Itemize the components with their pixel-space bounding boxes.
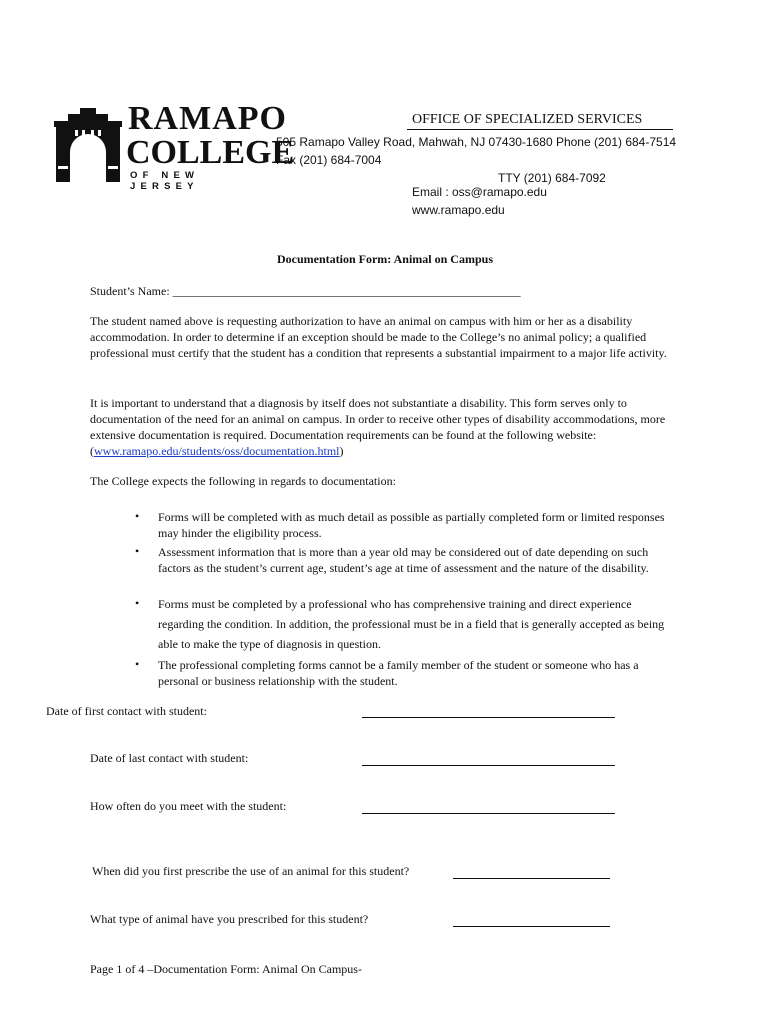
answer-line-meeting-frequency[interactable] bbox=[362, 813, 615, 814]
answer-line-first-contact[interactable] bbox=[362, 717, 615, 718]
question-meeting-frequency: How often do you meet with the student: bbox=[90, 799, 287, 813]
list-item: The professional completing forms cannot be a family member of the student or someone who has a personal or business relationship with the student. bbox=[158, 658, 639, 688]
list-item: Forms must be completed by a professional who has comprehensive training and direct experience regarding the condition. In addition, the professional must be in a field that is generally accepted as being able to make the type of diagnosis in question. bbox=[158, 597, 665, 651]
question-last-contact: Date of last contact with student: bbox=[90, 751, 249, 765]
question-first-contact: Date of first contact with student: bbox=[46, 704, 207, 718]
answer-line-first-prescribe[interactable] bbox=[453, 878, 610, 879]
office-tty: TTY (201) 684-7092 bbox=[498, 171, 606, 185]
question-animal-type: What type of animal have you prescribed for this student? bbox=[90, 912, 369, 926]
list-item: Assessment information that is more than a year old may be considered out of date depending on such factors as the student’s current age, student’s age at time of assessment and the nature of the disability. bbox=[158, 545, 649, 575]
bullet-icon: • bbox=[135, 544, 140, 558]
diagnosis-paragraph bbox=[90, 395, 682, 459]
office-email: Email : oss@ramapo.edu bbox=[412, 185, 547, 199]
documentation-link[interactable]: www.ramapo.edu/students/oss/documentation.html bbox=[94, 444, 340, 458]
arch-emblem-icon bbox=[50, 106, 126, 184]
office-website: www.ramapo.edu bbox=[412, 203, 505, 217]
student-name-field: Student’s Name: __________________________________________________________ bbox=[90, 284, 521, 298]
logo-wordmark-state: OF NEW JERSEY bbox=[130, 170, 200, 192]
bullet-icon: • bbox=[135, 509, 140, 523]
office-title: OFFICE OF SPECIALIZED SERVICES bbox=[412, 112, 643, 127]
form-title: Documentation Form: Animal on Campus bbox=[276, 252, 493, 266]
bullet-icon: • bbox=[135, 657, 140, 671]
answer-line-last-contact[interactable] bbox=[362, 765, 615, 766]
intro-paragraph: The student named above is requesting authorization to have an animal on campus with him or her as a disability accommodation. In order to determine if an exception should be made to the College’s no animal policy; a qualified professional must certify that the student has a condition that represents a substantial impairment to a major life activity. bbox=[90, 314, 667, 360]
ramapo-college-logo bbox=[50, 100, 295, 192]
logo-wordmark-college: COLLEGE bbox=[126, 134, 295, 171]
office-address: 505 Ramapo Valley Road, Mahwah, NJ 07430-1680 Phone (201) 684-7514 Fax (201) 684-7004 bbox=[276, 135, 677, 167]
link-open-paren: ( bbox=[90, 444, 94, 458]
office-title-rule bbox=[407, 129, 673, 130]
diagnosis-paragraph-text: It is important to understand that a diagnosis by itself does not substantiate a disability. This form serves only to documentation of the need for an animal on campus. In order to receive other types of disability accommodations, more extensive documentation is required. Documentation requirements can be found at the following website: bbox=[90, 396, 666, 442]
link-close-paren: ) bbox=[339, 444, 344, 458]
list-item: Forms will be completed with as much detail as possible as partially completed form or limited responses may hinder the eligibility process. bbox=[158, 510, 665, 540]
expectations-heading: The College expects the following in regards to documentation: bbox=[90, 474, 396, 488]
answer-line-animal-type[interactable] bbox=[453, 926, 610, 927]
logo-wordmark-ramapo: RAMAPO bbox=[128, 100, 287, 137]
page-footer: Page 1 of 4 –Documentation Form: Animal On Campus- bbox=[90, 962, 362, 976]
bullet-icon: • bbox=[135, 596, 140, 610]
question-first-prescribe: When did you first prescribe the use of an animal for this student? bbox=[92, 864, 410, 878]
